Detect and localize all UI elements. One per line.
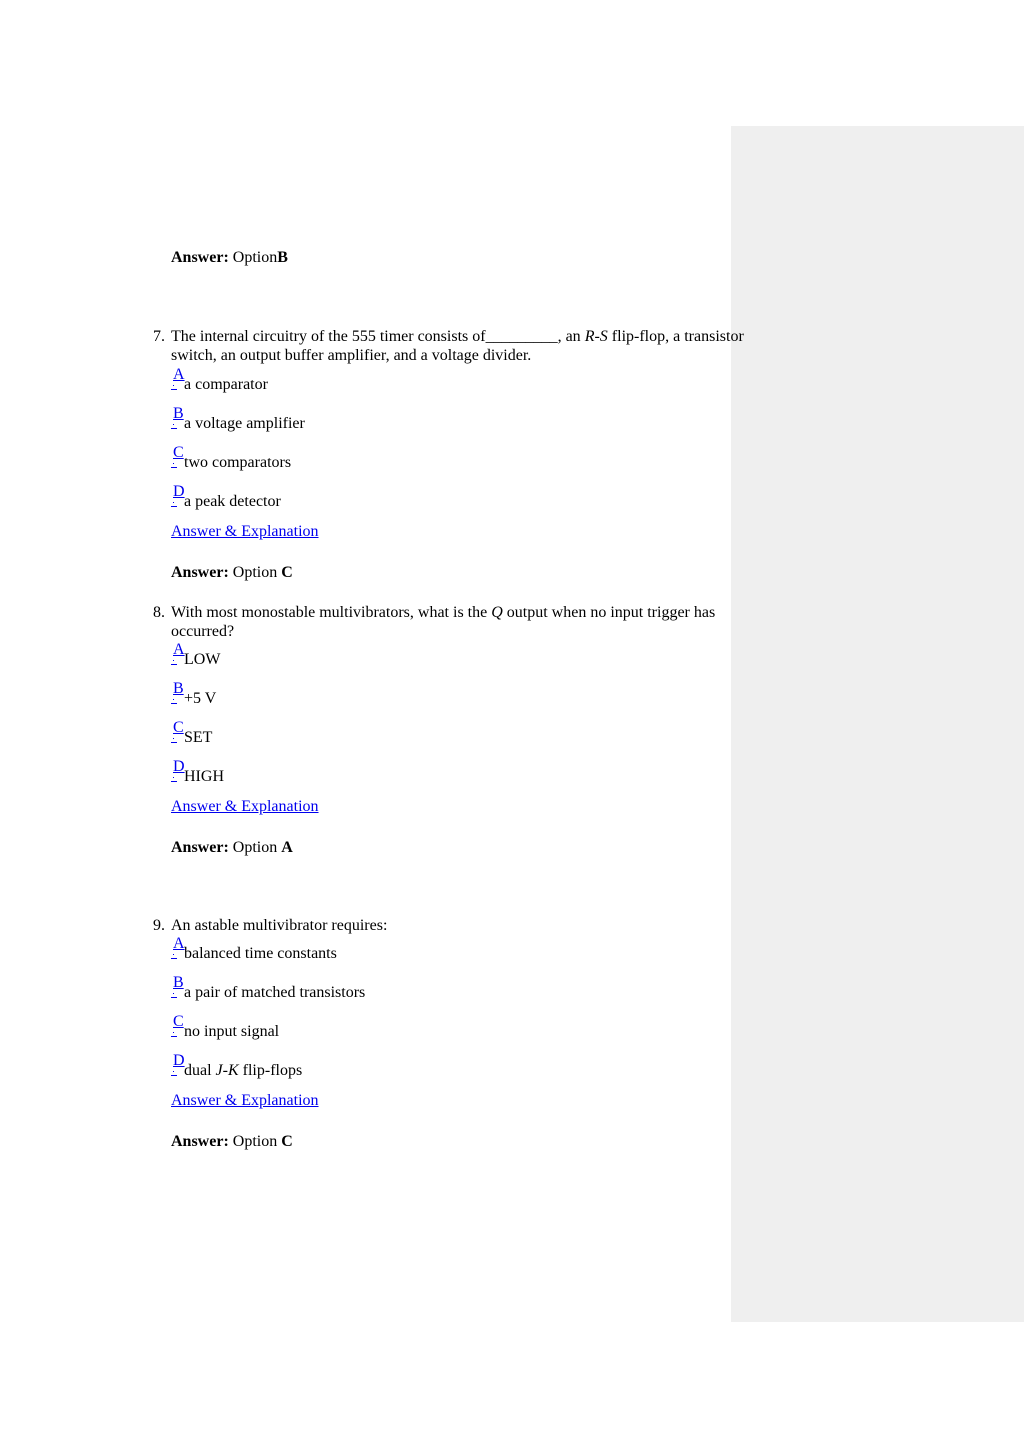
option-letter-link[interactable]: D: [173, 1052, 185, 1069]
option-text: a comparator: [184, 376, 268, 393]
option-text: no input signal: [184, 1023, 280, 1040]
answer-explanation-link[interactable]: Answer & Explanation: [171, 523, 319, 540]
question-text: With most monostable multivibrators, what is the Q output when no input trigger has occurred?: [171, 604, 716, 640]
option-link-dot: [171, 1071, 177, 1076]
option-link-dot: [171, 738, 177, 743]
answer-label: Answer:: [171, 1133, 229, 1150]
option-letter-link[interactable]: A: [173, 366, 185, 383]
answer-label: Answer:: [171, 839, 229, 856]
question-8: [153, 603, 753, 641]
option-letter-link[interactable]: B: [173, 974, 184, 991]
answer-value: A: [281, 839, 293, 856]
question-number: 8.: [153, 604, 165, 621]
answer-explanation-link[interactable]: Answer & Explanation: [171, 798, 319, 815]
answer-q8: [171, 838, 293, 858]
question-9: [153, 916, 753, 935]
answer-option-word: Option: [232, 839, 278, 856]
answer-q9: [171, 1132, 293, 1152]
answer-label: Answer:: [171, 564, 229, 581]
question-text: An astable multivibrator requires:: [171, 917, 388, 934]
option-text: a peak detector: [184, 493, 281, 510]
answer-value: C: [281, 1133, 293, 1150]
answer-explanation-link[interactable]: Answer & Explanation: [171, 1092, 319, 1109]
option-text: balanced time constants: [184, 945, 337, 962]
answer-option-word: Option: [232, 249, 278, 266]
option-text: SET: [184, 729, 213, 746]
option-letter-link[interactable]: B: [173, 405, 184, 422]
question-number: 7.: [153, 328, 165, 345]
option-link-dot: [171, 502, 177, 507]
option-letter-link[interactable]: C: [173, 1013, 184, 1030]
option-text: dual J-K flip-flops: [184, 1062, 303, 1079]
option-link-dot: [171, 385, 177, 390]
option-text: HIGH: [184, 768, 224, 785]
option-link-dot: [171, 424, 177, 429]
option-link-dot: [171, 1032, 177, 1037]
answer-label: Answer:: [171, 249, 229, 266]
answer-prev: [171, 248, 288, 268]
answer-option-word: Option: [232, 564, 278, 581]
question-number: 9.: [153, 917, 165, 934]
option-text: a pair of matched transistors: [184, 984, 366, 1001]
option-letter-link[interactable]: A: [173, 935, 185, 952]
option-text: a voltage amplifier: [184, 415, 305, 432]
option-link-dot: [171, 463, 177, 468]
option-link-dot: [171, 699, 177, 704]
option-letter-link[interactable]: B: [173, 680, 184, 697]
question-text: The internal circuitry of the 555 timer consists of_________, an R-S flip-flop, a transistor switch, an output buffer amplifier, and a voltage divider.: [171, 328, 744, 364]
option-text: two comparators: [184, 454, 292, 471]
answer-option-word: Option: [232, 1133, 278, 1150]
option-letter-link[interactable]: C: [173, 444, 184, 461]
option-link-dot: [171, 777, 177, 782]
option-letter-link[interactable]: D: [173, 483, 185, 500]
option-link-dot: [171, 993, 177, 998]
option-text: LOW: [184, 651, 221, 668]
option-letter-link[interactable]: A: [173, 641, 185, 658]
option-link-dot: [171, 954, 177, 959]
answer-value: C: [281, 564, 293, 581]
option-text: +5 V: [184, 690, 217, 707]
answer-value: B: [277, 249, 288, 266]
answer-q7: [171, 563, 293, 583]
question-7: [153, 327, 753, 365]
option-link-dot: [171, 660, 177, 665]
comment-pane: [731, 126, 1024, 1322]
option-letter-link[interactable]: D: [173, 758, 185, 775]
option-letter-link[interactable]: C: [173, 719, 184, 736]
